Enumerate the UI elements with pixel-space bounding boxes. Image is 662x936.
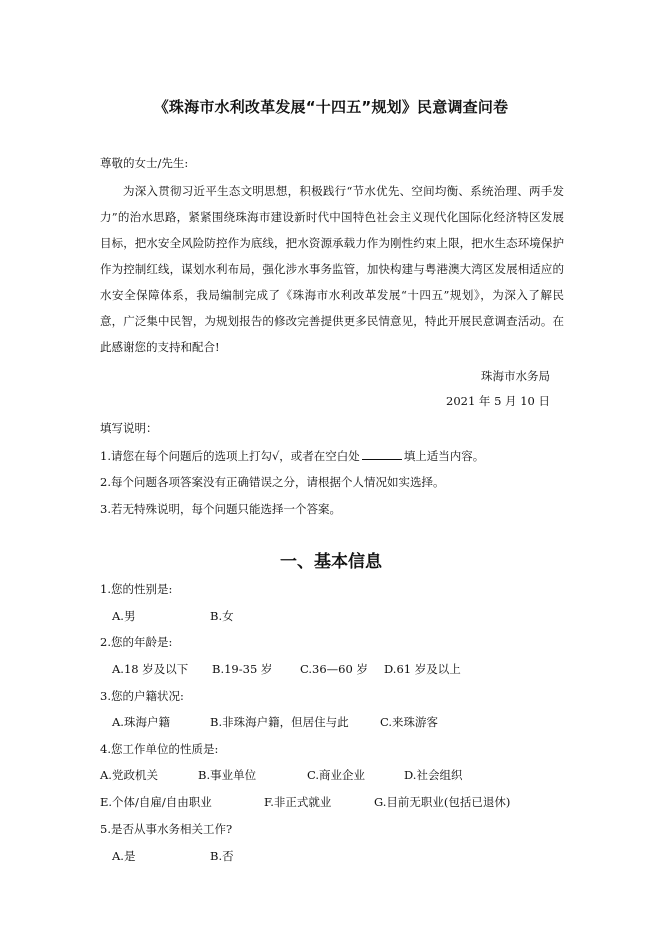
q4-option-e[interactable]: E.个体/自雇/自由职业 — [100, 795, 212, 809]
q2-option-d[interactable]: D.61 岁及以上 — [384, 662, 461, 676]
q4-option-f[interactable]: F.非正式就业 — [264, 795, 332, 809]
q3-option-b[interactable]: B.非珠海户籍，但居住与此 — [210, 715, 349, 729]
q3-option-a[interactable]: A.珠海户籍 — [112, 715, 170, 729]
instruction-item-1-text: 1.请您在每个问题后的选项上打勾√，或者在空白处 — [100, 449, 360, 463]
instruction-item-1-tail: 填上适当内容。 — [403, 449, 485, 463]
instruction-item-2: 2.每个问题各项答案没有正确错误之分，请根据个人情况如实选择。 — [100, 475, 445, 489]
q4-option-b[interactable]: B.事业单位 — [198, 768, 257, 782]
instruction-item-3: 3.若无特殊说明，每个问题只能选择一个答案。 — [100, 502, 341, 516]
q3-option-c[interactable]: C.来珠游客 — [380, 715, 439, 729]
blank-line — [362, 447, 402, 460]
q2-option-c[interactable]: C.36—60 岁 — [300, 662, 368, 676]
q1-option-b[interactable]: B.女 — [210, 609, 234, 623]
q4-option-d[interactable]: D.社会组织 — [404, 768, 463, 782]
question-1: 1.您的性别是: — [100, 582, 173, 596]
signature-organization: 珠海市水务局 — [481, 369, 550, 383]
question-5: 5.是否从事水务相关工作? — [100, 822, 233, 836]
q5-option-a[interactable]: A.是 — [112, 849, 136, 863]
salutation: 尊敬的女士/先生: — [100, 156, 189, 170]
question-2: 2.您的年龄是: — [100, 635, 173, 649]
question-4: 4.您工作单位的性质是: — [100, 742, 219, 756]
instructions-title: 填写说明： — [100, 421, 158, 435]
q4-option-a[interactable]: A.党政机关 — [100, 768, 158, 782]
q2-option-b[interactable]: B.19-35 岁 — [212, 662, 273, 676]
q4-option-c[interactable]: C.商业企业 — [307, 768, 366, 782]
section-title-basic-info: 一、基本信息 — [280, 552, 382, 572]
q2-option-a[interactable]: A.18 岁及以下 — [112, 662, 189, 676]
document-title: 《珠海市水利改革发展“十四五”规划》民意调查问卷 — [153, 98, 509, 116]
instruction-item-1 — [100, 447, 484, 464]
q4-option-g[interactable]: G.目前无职业(包括已退休) — [374, 795, 511, 809]
q1-option-a[interactable]: A.男 — [112, 609, 136, 623]
question-3: 3.您的户籍状况: — [100, 689, 184, 703]
intro-paragraph: 为深入贯彻习近平生态文明思想，积极践行“节水优先、空间均衡、系统治理、两手发力”的治水思路，紧紧围绕珠海市建设新时代中国特色社会主义现代化国际化经济特区发展目标，把水安全风险防控作为底线，把水资源承载力作为刚性约束上限，把水生态环境保护作为控制红线，谋划水利布局，强化涉水事务监管，加快构建与粤港澳大湾区发展相适应的水安全保障体系，我局编制完成了《珠海市水利改革发展“十四五”规划》，为深入了解民意，广泛集中民智，为规划报告的修改完善提供更多民情意见，特此开展民意调查活动。在此感谢您的支持和配合! — [100, 184, 564, 354]
q5-option-b[interactable]: B.否 — [210, 849, 234, 863]
signature-date: 2021 年 5 月 10 日 — [446, 394, 550, 408]
